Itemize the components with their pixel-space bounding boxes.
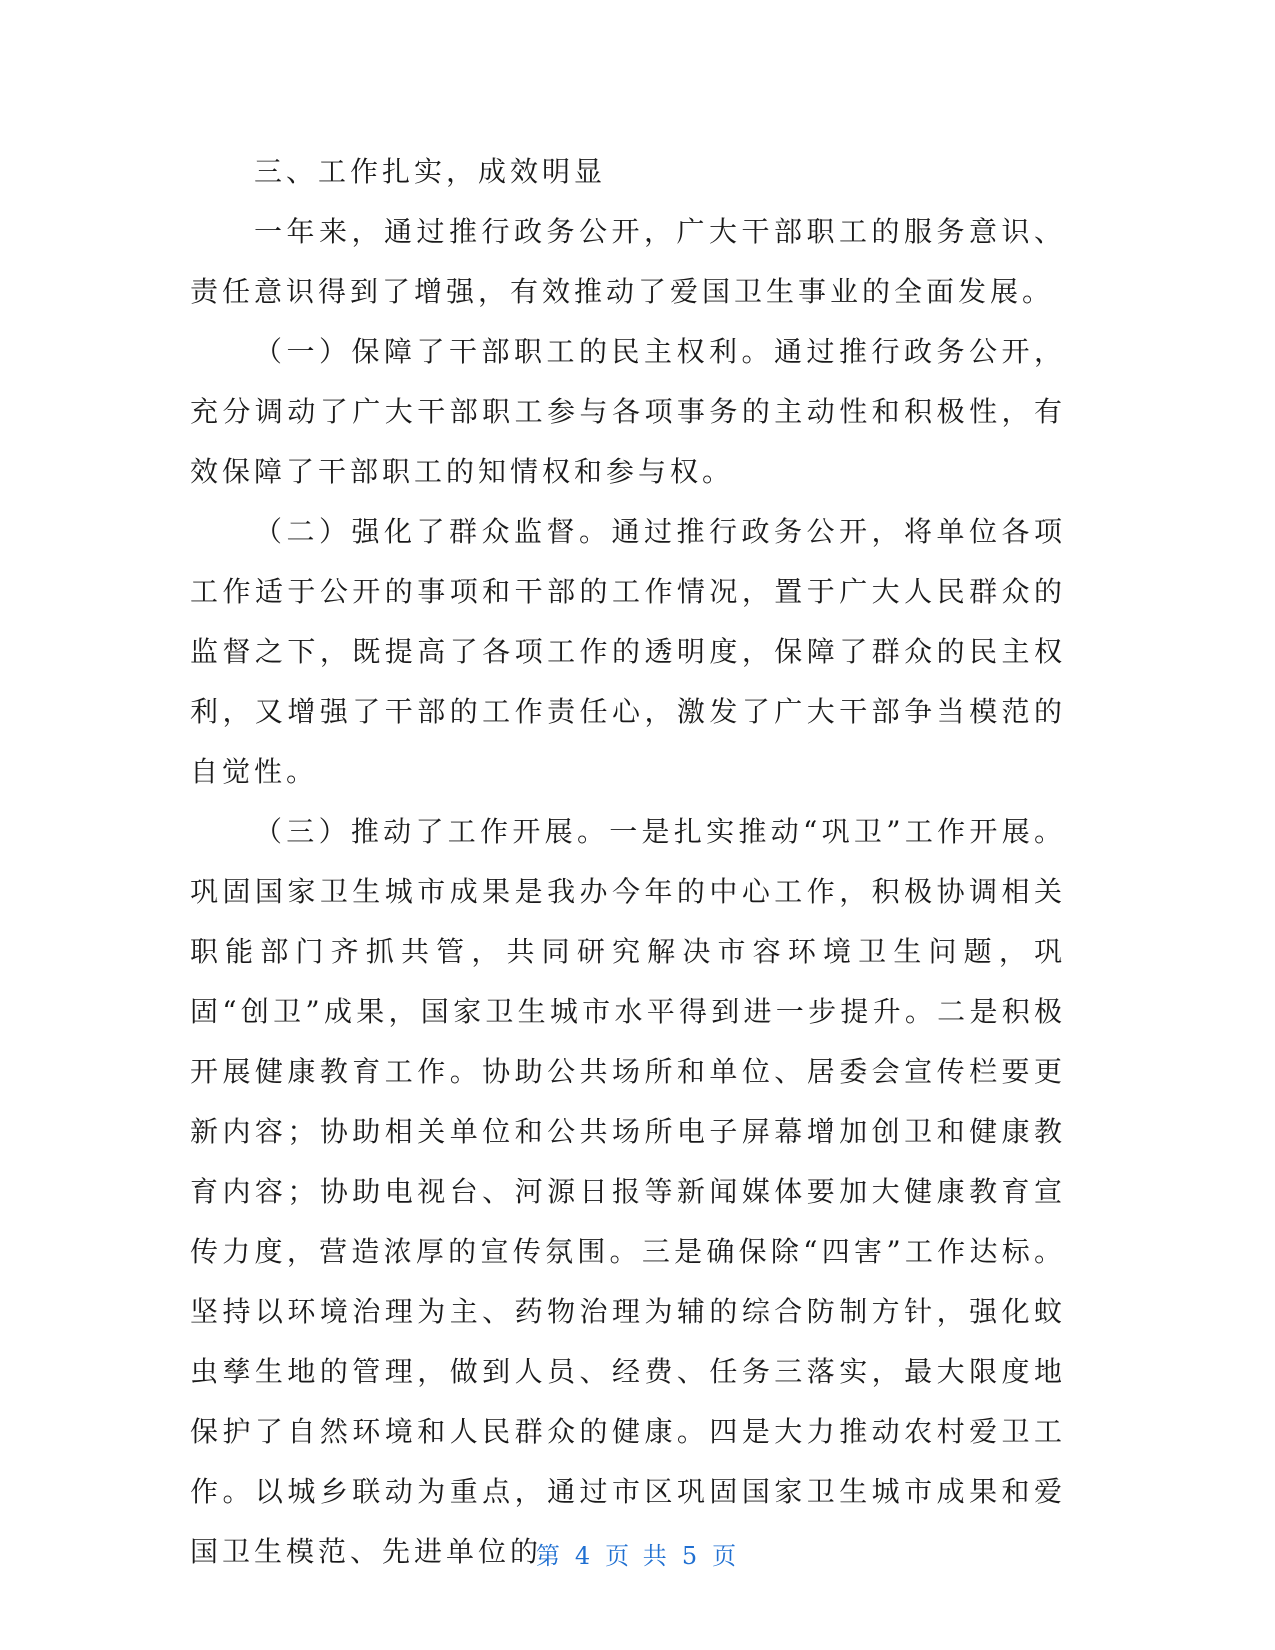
section-heading: 三、工作扎实，成效明显 [254, 155, 607, 188]
page-footer [0, 1536, 1275, 1571]
paragraph-item-1: （一）保障了干部职工的民主权利。通过推行政务公开，充分调动了广大干部职工参与各项事务的主动性和积极性，有效保障了干部职工的知情权和参与权。 [190, 335, 1066, 488]
paragraph-intro: 一年来，通过推行政务公开，广大干部职工的服务意识、责任意识得到了增强，有效推动了爱国卫生事业的全面发展。 [190, 215, 1066, 308]
footer-total-pages: 5 [681, 1542, 701, 1570]
paragraph-item-3: （三）推动了工作开展。一是扎实推动“巩卫”工作开展。巩固国家卫生城市成果是我办今年的中心工作，积极协调相关职能部门齐抓共管，共同研究解决市容环境卫生问题，巩固“创卫”成果，国家卫生城市水平得到进一步提升。二是积极开展健康教育工作。协助公共场所和单位、居委会宣传栏要更新内容；协助相关单位和公共场所电子屏幕增加创卫和健康教育内容；协助电视台、河源日报等新闻媒体要加大健康教育宣传力度，营造浓厚的宣传氛围。三是确保除“四害”工作达标。坚持以环境治理为主、药物治理为辅的综合防制方针，强化蚊虫孳生地的管理，做到人员、经费、任务三落实，最大限度地保护了自然环境和人民群众的健康。四是大力推动农村爱卫工作。以城乡联动为重点，通过市区巩固国家卫生城市成果和爱国卫生模范、先进单位的 [190, 815, 1066, 1568]
footer-middle: 页 共 [605, 1542, 670, 1570]
footer-suffix: 页 [712, 1542, 740, 1570]
footer-page-number: 4 [574, 1542, 594, 1570]
paragraph-item-2: （二）强化了群众监督。通过推行政务公开，将单位各项工作适于公开的事项和干部的工作情况，置于广大人民群众的监督之下，既提高了各项工作的透明度，保障了群众的民主权利，又增强了干部的工作责任心，激发了广大干部争当模范的自觉性。 [190, 515, 1066, 788]
footer-prefix: 第 [535, 1542, 563, 1570]
document-body [190, 142, 1066, 1582]
